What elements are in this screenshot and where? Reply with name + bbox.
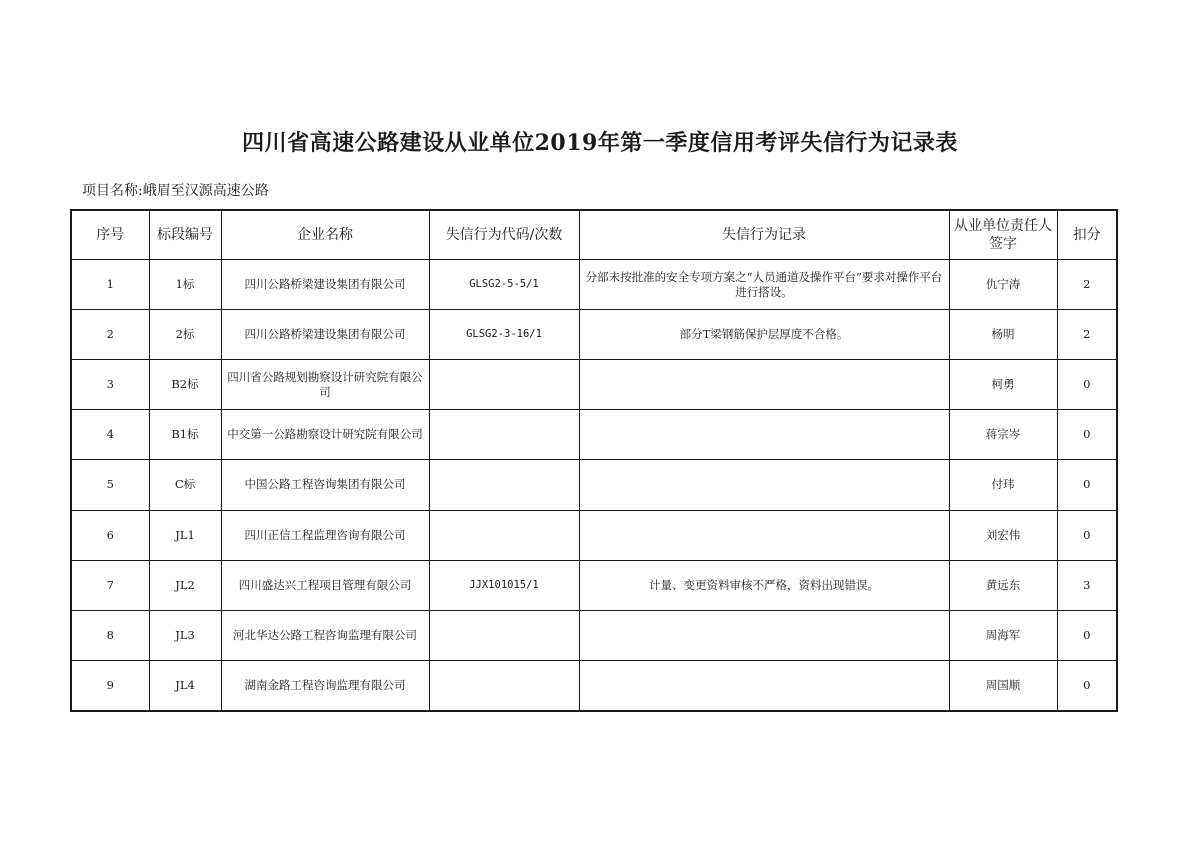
cell-seq: 4 bbox=[71, 410, 149, 460]
cell-record: 部分T梁钢筋保护层厚度不合格。 bbox=[579, 310, 949, 360]
cell-section: JL3 bbox=[149, 610, 221, 660]
cell-code: JJX101015/1 bbox=[429, 560, 579, 610]
cell-signer: 刘宏伟 bbox=[949, 510, 1057, 560]
cell-code bbox=[429, 460, 579, 510]
project-label: 项目名称: bbox=[82, 183, 143, 199]
cell-company: 中国公路工程咨询集团有限公司 bbox=[221, 460, 429, 510]
cell-deduction: 3 bbox=[1057, 560, 1117, 610]
project-name: 峨眉至汉源高速公路 bbox=[142, 183, 269, 199]
cell-record bbox=[579, 610, 949, 660]
cell-section: JL4 bbox=[149, 660, 221, 711]
table-row bbox=[71, 310, 1117, 360]
cell-code bbox=[429, 510, 579, 560]
cell-section: 1标 bbox=[149, 260, 221, 310]
credit-record-table bbox=[70, 209, 1118, 712]
table-row bbox=[71, 610, 1117, 660]
table-row bbox=[71, 460, 1117, 510]
cell-record bbox=[579, 410, 949, 460]
cell-company: 湖南金路工程咨询监理有限公司 bbox=[221, 660, 429, 711]
cell-seq: 2 bbox=[71, 310, 149, 360]
header-deduction: 扣分 bbox=[1057, 210, 1117, 260]
cell-deduction: 0 bbox=[1057, 410, 1117, 460]
header-company: 企业名称 bbox=[221, 210, 429, 260]
cell-deduction: 0 bbox=[1057, 610, 1117, 660]
cell-code bbox=[429, 610, 579, 660]
cell-signer: 蒋宗岑 bbox=[949, 410, 1057, 460]
cell-seq: 8 bbox=[71, 610, 149, 660]
cell-company: 河北华达公路工程咨询监理有限公司 bbox=[221, 610, 429, 660]
cell-code bbox=[429, 660, 579, 711]
cell-deduction: 0 bbox=[1057, 660, 1117, 711]
header-section: 标段编号 bbox=[149, 210, 221, 260]
cell-seq: 7 bbox=[71, 560, 149, 610]
cell-company: 四川公路桥梁建设集团有限公司 bbox=[221, 260, 429, 310]
cell-company: 四川省公路规划勘察设计研究院有限公司 bbox=[221, 360, 429, 410]
cell-record: 计量、变更资料审核不严格，资料出现错误。 bbox=[579, 560, 949, 610]
cell-section: B2标 bbox=[149, 360, 221, 410]
cell-deduction: 2 bbox=[1057, 260, 1117, 310]
cell-record bbox=[579, 660, 949, 711]
project-line bbox=[82, 180, 269, 200]
header-seq: 序号 bbox=[71, 210, 149, 260]
table-header-row bbox=[71, 210, 1117, 260]
cell-section: B1标 bbox=[149, 410, 221, 460]
cell-company: 四川盛达兴工程项目管理有限公司 bbox=[221, 560, 429, 610]
header-signer: 从业单位责任人签字 bbox=[949, 210, 1057, 260]
cell-code bbox=[429, 410, 579, 460]
cell-seq: 3 bbox=[71, 360, 149, 410]
header-record: 失信行为记录 bbox=[579, 210, 949, 260]
cell-record: 分部未按批准的安全专项方案之“人员通道及操作平台”要求对操作平台进行搭设。 bbox=[579, 260, 949, 310]
cell-signer: 周国顺 bbox=[949, 660, 1057, 711]
cell-section: JL2 bbox=[149, 560, 221, 610]
cell-code: GLSG2-5-5/1 bbox=[429, 260, 579, 310]
cell-seq: 6 bbox=[71, 510, 149, 560]
cell-signer: 杨明 bbox=[949, 310, 1057, 360]
cell-seq: 5 bbox=[71, 460, 149, 510]
cell-deduction: 0 bbox=[1057, 510, 1117, 560]
cell-signer: 柯勇 bbox=[949, 360, 1057, 410]
table-row bbox=[71, 510, 1117, 560]
header-code: 失信行为代码/次数 bbox=[429, 210, 579, 260]
table-row bbox=[71, 410, 1117, 460]
cell-company: 中交第一公路勘察设计研究院有限公司 bbox=[221, 410, 429, 460]
page-title: 四川省高速公路建设从业单位2019年第一季度信用考评失信行为记录表 bbox=[242, 130, 958, 156]
cell-signer: 周海军 bbox=[949, 610, 1057, 660]
cell-signer: 仇宁涛 bbox=[949, 260, 1057, 310]
cell-company: 四川正信工程监理咨询有限公司 bbox=[221, 510, 429, 560]
table-row bbox=[71, 260, 1117, 310]
cell-seq: 1 bbox=[71, 260, 149, 310]
table-row bbox=[71, 360, 1117, 410]
cell-deduction: 2 bbox=[1057, 310, 1117, 360]
cell-signer: 黄远东 bbox=[949, 560, 1057, 610]
cell-section: JL1 bbox=[149, 510, 221, 560]
cell-record bbox=[579, 510, 949, 560]
cell-code: GLSG2-3-16/1 bbox=[429, 310, 579, 360]
cell-signer: 付玮 bbox=[949, 460, 1057, 510]
cell-record bbox=[579, 460, 949, 510]
cell-code bbox=[429, 360, 579, 410]
cell-company: 四川公路桥梁建设集团有限公司 bbox=[221, 310, 429, 360]
cell-deduction: 0 bbox=[1057, 360, 1117, 410]
cell-seq: 9 bbox=[71, 660, 149, 711]
table-row bbox=[71, 560, 1117, 610]
table-row bbox=[71, 660, 1117, 711]
cell-deduction: 0 bbox=[1057, 460, 1117, 510]
cell-section: C标 bbox=[149, 460, 221, 510]
cell-section: 2标 bbox=[149, 310, 221, 360]
cell-record bbox=[579, 360, 949, 410]
